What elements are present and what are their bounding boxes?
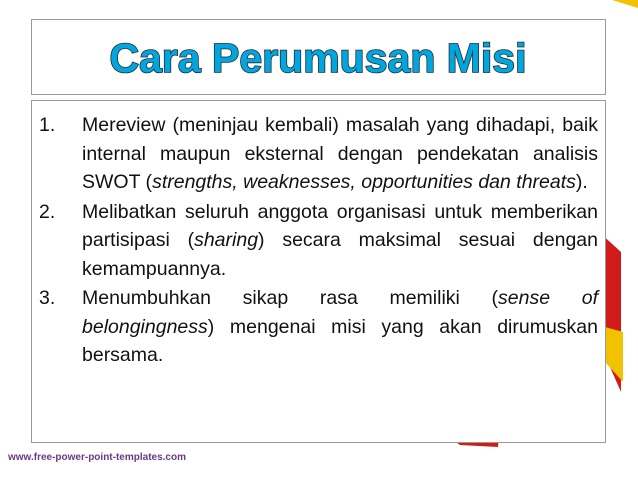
template-corner-decoration [608,0,638,10]
item-text: ) secara maksimal sesuai dengan kemampuannya. [82,229,598,280]
item-number: 3. [39,287,56,309]
footer-url: www.free-power-point-templates.com [8,452,186,463]
slide-title: Cara Perumusan Misi [109,35,527,81]
numbered-list [32,111,598,371]
list-item [32,111,598,197]
content-panel [31,100,606,443]
list-item [32,198,598,284]
list-item [32,284,598,370]
item-text: Melibatkan seluruh anggota organisasi untuk memberikan partisipasi ( [82,200,598,251]
title-panel [31,19,606,95]
item-text: ) mengenai misi yang akan dirumuskan bersama. [82,315,598,366]
item-text-italic: sharing [194,229,259,251]
item-text: Mereview (meninjau kembali) masalah yang dihadapi, baik internal maupun eksternal dengan pendekatan analisis SWOT ( [82,114,598,193]
item-number: 1. [39,114,56,136]
item-text-italic: strengths, weaknesses, opportunities dan threats [152,171,576,193]
title-graphic [32,20,605,94]
item-text: Menumbuhkan sikap rasa memiliki ( [82,287,499,309]
item-number: 2. [39,200,56,223]
item-text: ). [575,171,588,193]
item-text-italic: sense of belongingness [82,287,598,338]
